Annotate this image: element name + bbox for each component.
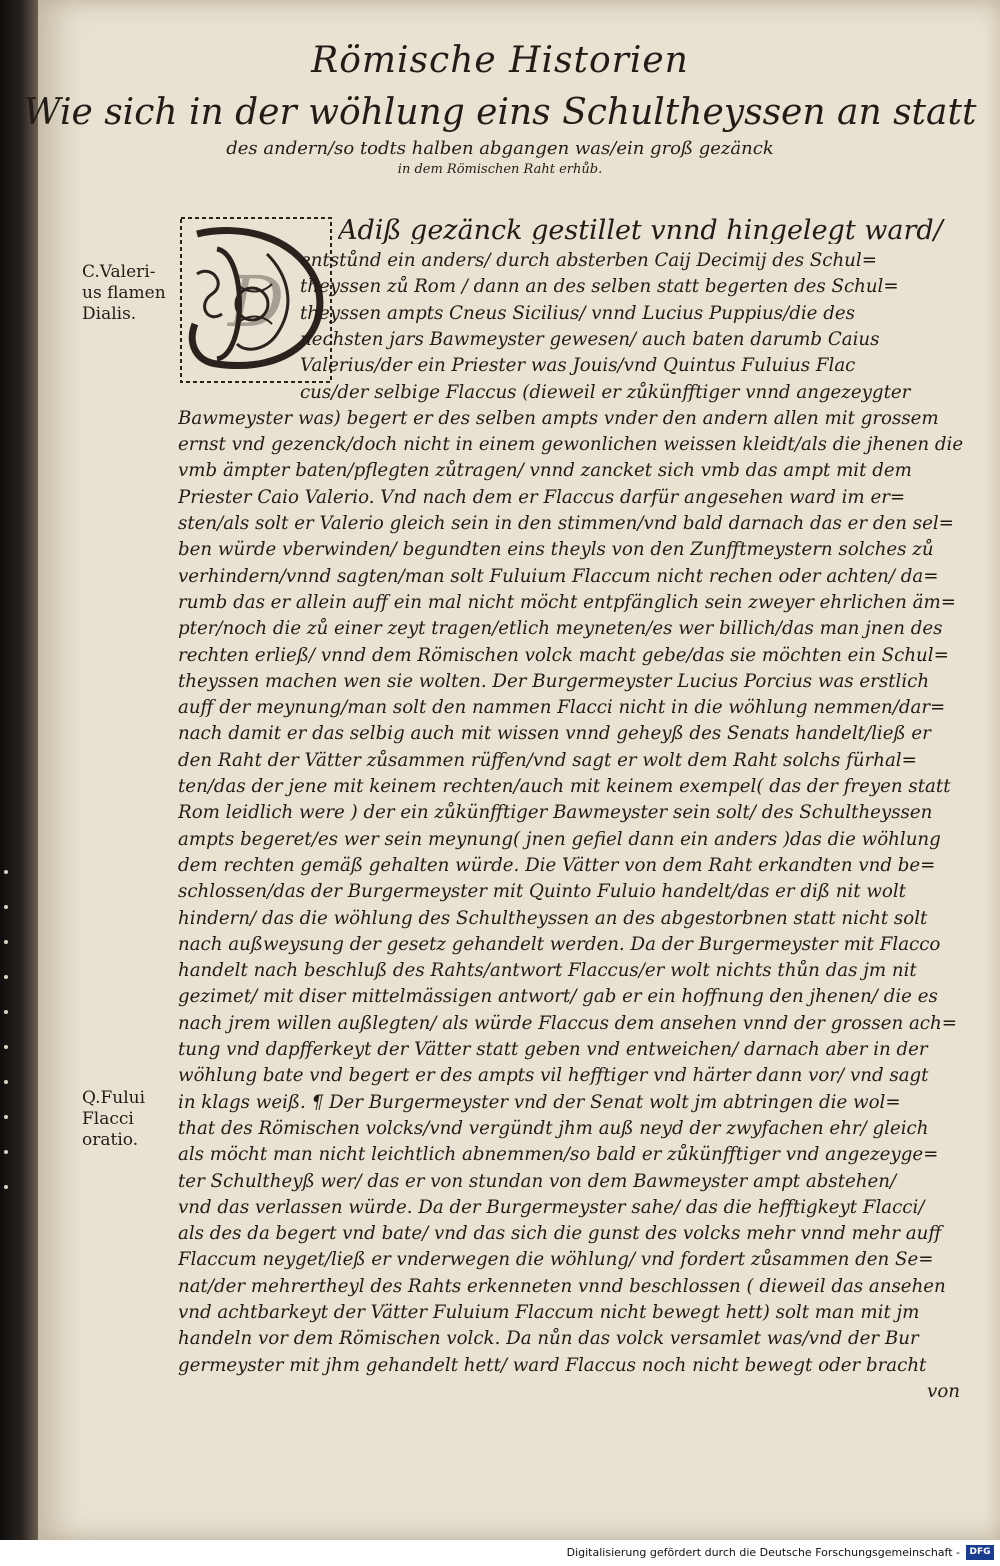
text-line: ten/das der jene mit keinem rechten/auch mit keinem exempel( das der freyen statt [178,776,951,797]
text-line: nach damit er das selbig auch mit wissen vnnd geheyß des Senats handelt/ließ er [178,723,931,745]
margin-note-line: Dialis. [82,304,137,324]
spine-mark [4,940,8,944]
text-line: nechsten jars Bawmeyster gewesen/ auch baten darumb Caius [300,328,880,350]
book-spine-shadow [0,0,38,1540]
text-line: ben würde vberwinden/ begundten eins theyls von den Zunfftmeystern solches zů [178,539,934,561]
text-line: Rom leidlich were ) der ein zůkünfftiger Bawmeyster sein solt/ des Schultheyssen [178,802,933,824]
spine-mark [4,975,8,979]
spine-mark [4,870,8,874]
text-line: vnd achtbarkeyt der Vätter Fuluium Flaccum nicht bewegt hett) solt man mit jm [178,1302,920,1323]
text-line: von [927,1380,960,1402]
margin-note-fulvius [82,1088,145,1151]
chapter-title: Wie sich in der wöhlung eins Schultheyssen an statt [23,92,977,133]
text-line: Adiß gezänck gestillet vnnd hingelegt ward/ [338,218,943,244]
text-line: Flaccum neyget/ließ er vnderwegen die wöhlung/ vnd fordert zůsammen den Se= [178,1249,934,1271]
text-line: vmb ämpter baten/pflegten zůtragen/ vnnd zancket sich vmb das ampt mit dem [178,460,912,482]
chapter-subtitle-line-2: in dem Römischen Raht erhůb. [397,162,603,177]
margin-note-line: us flamen [82,283,166,303]
text-line: schlossen/das der Burgermeyster mit Quinto Fuluio handelt/das er diß nit wolt [178,881,906,903]
text-line: theyssen machen wen sie wolten. Der Burgermeyster Lucius Porcius was erstlich [178,670,930,692]
text-line: handeln vor dem Römischen volck. Da nůn das volck versamlet was/vnd der Bur [178,1328,919,1350]
text-line: cus/der selbige Flaccus (dieweil er zůkünfftiger vnnd angezeygter [300,381,911,403]
margin-note-line: Q.Fului [82,1088,146,1108]
text-line: rumb das er allein auff ein mal nicht möcht entpfänglich sein zweyer ehrlichen äm= [178,591,956,613]
spine-mark [4,905,8,909]
text-line: gezimet/ mit diser mittelmässigen antwort/ gab er ein hoffnung den jhenen/ die es [178,986,938,1008]
text-line: in klags weiß. ¶ Der Burgermeyster vnd der Senat wolt jm abtringen die wol= [178,1091,901,1113]
margin-note-line: Flacci [82,1109,134,1129]
text-line: germeyster mit jhm gehandelt hett/ ward Flaccus noch nicht bewegt oder bracht [178,1354,927,1376]
spine-mark [4,1045,8,1049]
text-line: Bawmeyster was) begert er des selben ampts vnder den andern allen mit grossem [178,407,939,429]
text-line: hindern/ das die wöhlung des Schultheyssen an des abgestorbnen statt nicht solt [178,907,928,929]
text-line: wöhlung bate vnd begert er des ampts vil hefftiger vnd härter dann vor/ vnd sagt [178,1065,929,1087]
text-line: vnd das verlassen würde. Da der Burgermeyster sahe/ das die hefftigkeyt Flacci/ [178,1196,925,1218]
spine-mark [4,1150,8,1154]
spine-mark [4,1185,8,1189]
text-line: ernst vnd gezenck/doch nicht in einem gewonlichen weissen kleidt/als die jhenen die [178,434,963,456]
text-line: theyssen ampts Cneus Sicilius/ vnnd Lucius Puppius/die des [300,302,855,324]
text-line: als möcht man nicht leichtlich abnemmen/so bald er zůkünfftiger vnd angezeyge= [178,1144,939,1166]
spine-mark [4,1115,8,1119]
margin-note-line: oratio. [82,1130,139,1150]
text-line: sten/als solt er Valerio gleich sein in den stimmen/vnd bald darnach das er den sel= [178,513,954,534]
dfg-logo: DFG [966,1545,994,1560]
text-line: ter Schultheyß wer/ das er von stundan von dem Bawmeyster ampt abstehen/ [178,1170,897,1192]
text-line: theyssen zů Rom / dann an des selben statt begerten des Schul= [300,276,899,298]
footer-bar [0,1540,1000,1566]
text-line: tung vnd dapfferkeyt der Vätter statt geben vnd entweichen/ darnach aber in der [178,1039,928,1060]
text-line: auff der meynung/man solt den nammen Flacci nicht in die wöhlung nemmen/dar= [178,697,946,719]
spine-mark [4,1080,8,1084]
text-line: Valerius/der ein Priester was Jouis/vnd Quintus Fuluius Flac [300,355,856,377]
text-line: den Raht der Vätter zůsammen rüffen/vnd sagt er wolt dem Raht solchs fürhal= [178,749,917,771]
text-line: entstůnd ein anders/ durch absterben Caij Decimij des Schul= [300,250,877,271]
margin-note-line: C.Valeri- [82,262,156,282]
text-line: als des da begert vnd bate/ vnd das sich die gunst des volcks mehr vnnd mehr auff [178,1223,942,1245]
text-line: dem rechten gemäß gehalten würde. Die Vätter von dem Raht erkandten vnd be= [178,854,936,876]
text-line: nat/der mehrertheyl des Rahts erkenneten vnnd beschlossen ( dieweil das ansehen [178,1275,946,1297]
margin-note-valerius [82,262,166,325]
text-line: verhindern/vnnd sagten/man solt Fuluium Flaccum nicht rechen oder achten/ da= [178,565,939,587]
text-line: handelt nach beschluß des Rahts/antwort Flaccus/er wolt nichts thůn das jm nit [178,960,917,982]
running-title: Römische Historien [311,40,689,81]
chapter-subtitle-line-1: des andern/so todts halben abgangen was/ein groß gezänck [226,138,774,159]
spine-mark [4,1010,8,1014]
text-line: rechten erließ/ vnnd dem Römischen volck macht gebe/das sie möchten ein Schul= [178,644,949,666]
text-line: pter/noch die zů einer zeyt tragen/etlich meyneten/es wer billich/das man jnen des [178,618,943,640]
text-line: nach außweysung der gesetz gehandelt werden. Da der Burgermeyster mit Flacco [178,933,941,955]
text-line: nach jrem willen außlegten/ als würde Flaccus dem ansehen vnnd der grossen ach= [178,1012,957,1034]
initial-letter: D [227,261,285,343]
funding-credit: Digitalisierung gefördert durch die Deutsche Forschungsgemeinschaft - [566,1546,960,1559]
text-line: Priester Caio Valerio. Vnd nach dem er Flaccus darfür angesehen ward im er= [178,486,906,508]
text-line: ampts begeret/es wer sein meynung( jnen gefiel dann ein anders )das die wöhlung [178,828,941,850]
text-line: that des Römischen volcks/vnd vergündt jhm auß neyd der zwyfachen ehr/ gleich [178,1117,929,1139]
